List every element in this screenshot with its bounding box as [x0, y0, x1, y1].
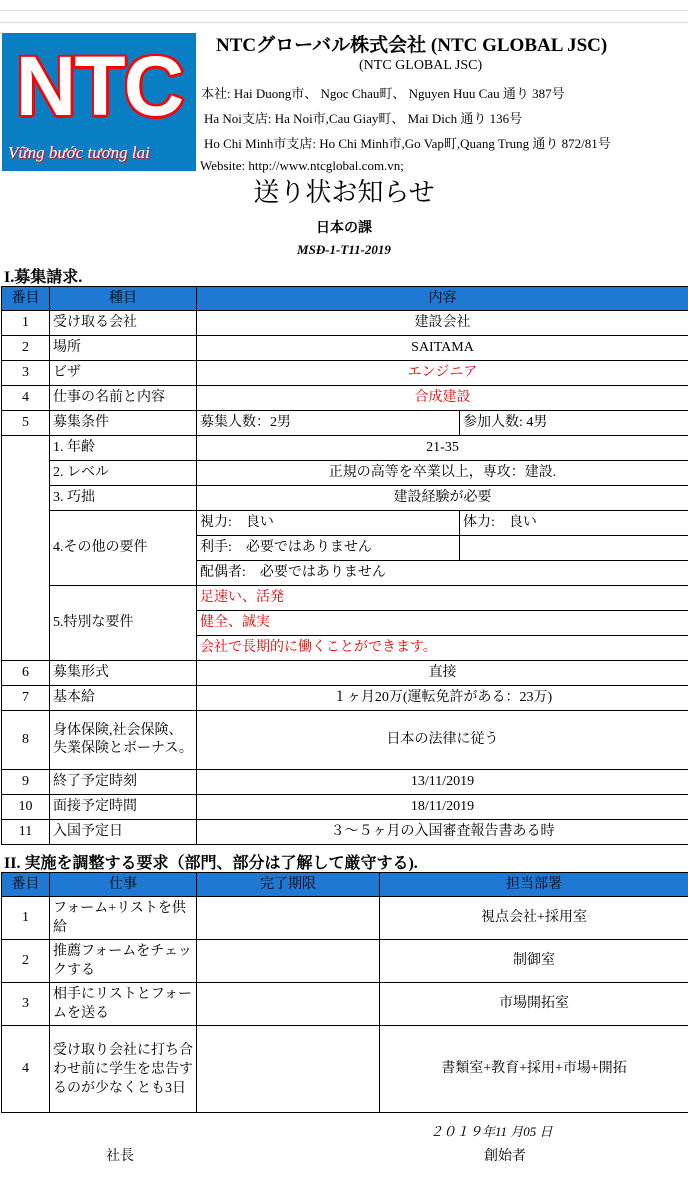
row-number: 9	[2, 770, 50, 795]
visa-value: エンジニア	[197, 361, 688, 386]
dept-cell: 書類室+教育+採用+市場+開拓	[380, 1026, 688, 1113]
table-row	[2, 336, 688, 361]
row-label: 面接予定時間	[50, 795, 197, 820]
row-number: 2	[2, 336, 50, 361]
row-label: 募集条件	[50, 411, 197, 436]
participant-count: 参加人数: 4男	[460, 411, 688, 436]
top-gridline	[0, 10, 688, 11]
row-number: 1	[2, 897, 50, 940]
row-value: 直接	[197, 661, 688, 686]
footer-date: ２０１９年11 月05 日	[430, 1124, 553, 1139]
row-label: 4.その他の要件	[50, 511, 197, 586]
row-label: 身体保険,社会保険、失業保険とボーナス。	[50, 711, 197, 770]
row-value: ３～５ヶ月の入国審査報告書ある時	[197, 820, 688, 845]
row-number: 7	[2, 686, 50, 711]
table-row	[2, 661, 688, 686]
row-value: 建設経験が必要	[197, 486, 688, 511]
website: Website: http://www.ntcglobal.com.vn;	[200, 158, 404, 173]
row-value: １ヶ月20万(運転免許がある：23万)	[197, 686, 688, 711]
task-cell: フォーム+リストを供給	[50, 897, 197, 940]
row-number: 10	[2, 795, 50, 820]
row-label: 2. レベル	[50, 461, 197, 486]
header-content: 内容	[197, 287, 688, 311]
address-hcm: Ho Chi Minh市支店: Ho Chi Minh市,Go Vap町,Quang Trung 通り 872/81号	[204, 136, 611, 151]
section1-heading: I.募集請求.	[4, 269, 83, 286]
row-number: 1	[2, 311, 50, 336]
deadline-cell	[197, 983, 380, 1026]
table-header-row	[2, 873, 688, 897]
company-name-en: (NTC GLOBAL JSC)	[359, 58, 483, 73]
physical-value: 体力: 良い	[460, 511, 688, 536]
table-row	[2, 711, 688, 770]
task-cell: 相手にリストとフォームを送る	[50, 983, 197, 1026]
row-label: 1. 年齢	[50, 436, 197, 461]
department: 日本の課	[316, 221, 372, 236]
document-title: 送り状お知らせ	[253, 178, 435, 207]
address-hanoi: Ha Noi支店: Ha Noi市,Cau Giay町、 Mai Dich 通り 136号	[204, 111, 523, 126]
section2-heading: II. 実施を調整する要求（部門、部分は了解して厳守する).	[4, 855, 418, 872]
spouse-value: 配偶者: 必要ではありません	[197, 561, 688, 586]
table-row	[2, 411, 688, 436]
deadline-cell	[197, 1026, 380, 1113]
header-no: 番目	[2, 873, 50, 897]
address-hq: 本社: Hai Duong市、 Ngoc Chau町、 Nguyen Huu Cau 通り 387号	[201, 86, 565, 101]
row-label: 場所	[50, 336, 197, 361]
task-cell: 受け取り会社に打ち合わせ前に学生を忠告するのが少なくとも3日	[50, 1026, 197, 1113]
row-label: 終了予定時刻	[50, 770, 197, 795]
header-no: 番目	[2, 287, 50, 311]
row-value: 建設会社	[197, 311, 688, 336]
row-label: 基本給	[50, 686, 197, 711]
row-label: 入国予定日	[50, 820, 197, 845]
row-number: 4	[2, 1026, 50, 1113]
row-number: 3	[2, 983, 50, 1026]
hand-value: 利手: 必要ではありません	[197, 536, 460, 561]
row-number: 5	[2, 411, 50, 436]
row-value: 13/11/2019	[197, 770, 688, 795]
row-number: 8	[2, 711, 50, 770]
row-value: 日本の法律に従う	[197, 711, 688, 770]
row-number: 2	[2, 940, 50, 983]
header-task: 仕事	[50, 873, 197, 897]
header-deadline: 完了期限	[197, 873, 380, 897]
deadline-cell	[197, 940, 380, 983]
row-label: 5.特別な要件	[50, 586, 197, 661]
row-label: 仕事の名前と内容	[50, 386, 197, 411]
logo-slogan: Vững bước tương lai	[8, 143, 150, 162]
dept-cell: 市場開拓室	[380, 983, 688, 1026]
company-name: NTCグローバル株式会社 (NTC GLOBAL JSC)	[216, 35, 608, 56]
table-row	[2, 311, 688, 336]
recruit-count: 募集人数：2男	[197, 411, 460, 436]
document-code: MSĐ-1-T11-2019	[297, 242, 391, 257]
row-label: 受け取る会社	[50, 311, 197, 336]
deadline-cell	[197, 897, 380, 940]
special-line: 会社で長期的に働くことができます。	[197, 636, 688, 661]
table-row	[2, 983, 688, 1026]
dept-cell: 制御室	[380, 940, 688, 983]
row-number: 6	[2, 661, 50, 686]
job-value: 合成建設	[197, 386, 688, 411]
recruitment-table	[1, 286, 688, 845]
empty-cell	[460, 536, 688, 561]
table-row	[2, 486, 688, 511]
logo-text: NTC	[15, 39, 183, 133]
row-label: ビザ	[50, 361, 197, 386]
table-row	[2, 770, 688, 795]
company-logo	[2, 33, 196, 171]
task-cell: 推薦フォームをチェックする	[50, 940, 197, 983]
table-header-row	[2, 287, 688, 311]
table-row	[2, 686, 688, 711]
table-row	[2, 820, 688, 845]
table-row	[2, 586, 688, 611]
row-label: 募集形式	[50, 661, 197, 686]
task-table	[1, 872, 688, 1113]
row-value: 正規の高等を卒業以上，専攻：建設.	[197, 461, 688, 486]
founder-label: 創始者	[484, 1149, 526, 1164]
dept-cell: 視点会社+採用室	[380, 897, 688, 940]
table-row	[2, 511, 688, 536]
table-row	[2, 940, 688, 983]
row-number: 4	[2, 386, 50, 411]
row-value: SAITAMA	[197, 336, 688, 361]
table-row	[2, 436, 688, 461]
table-row	[2, 361, 688, 386]
vision-value: 視力: 良い	[197, 511, 460, 536]
table-row	[2, 795, 688, 820]
table-row	[2, 1026, 688, 1113]
president-label: 社長	[106, 1149, 134, 1164]
table-row	[2, 897, 688, 940]
row-number: 3	[2, 361, 50, 386]
special-line: 健全、誠実	[197, 611, 688, 636]
table-row	[2, 461, 688, 486]
row-number: 11	[2, 820, 50, 845]
condition-blank-cell	[2, 436, 50, 661]
header-item: 種目	[50, 287, 197, 311]
row-value: 21-35	[197, 436, 688, 461]
table-row	[2, 386, 688, 411]
top-gridline-2	[0, 22, 688, 23]
row-value: 18/11/2019	[197, 795, 688, 820]
special-line: 足速い、活発	[197, 586, 688, 611]
header-department: 担当部署	[380, 873, 688, 897]
row-label: 3. 巧拙	[50, 486, 197, 511]
